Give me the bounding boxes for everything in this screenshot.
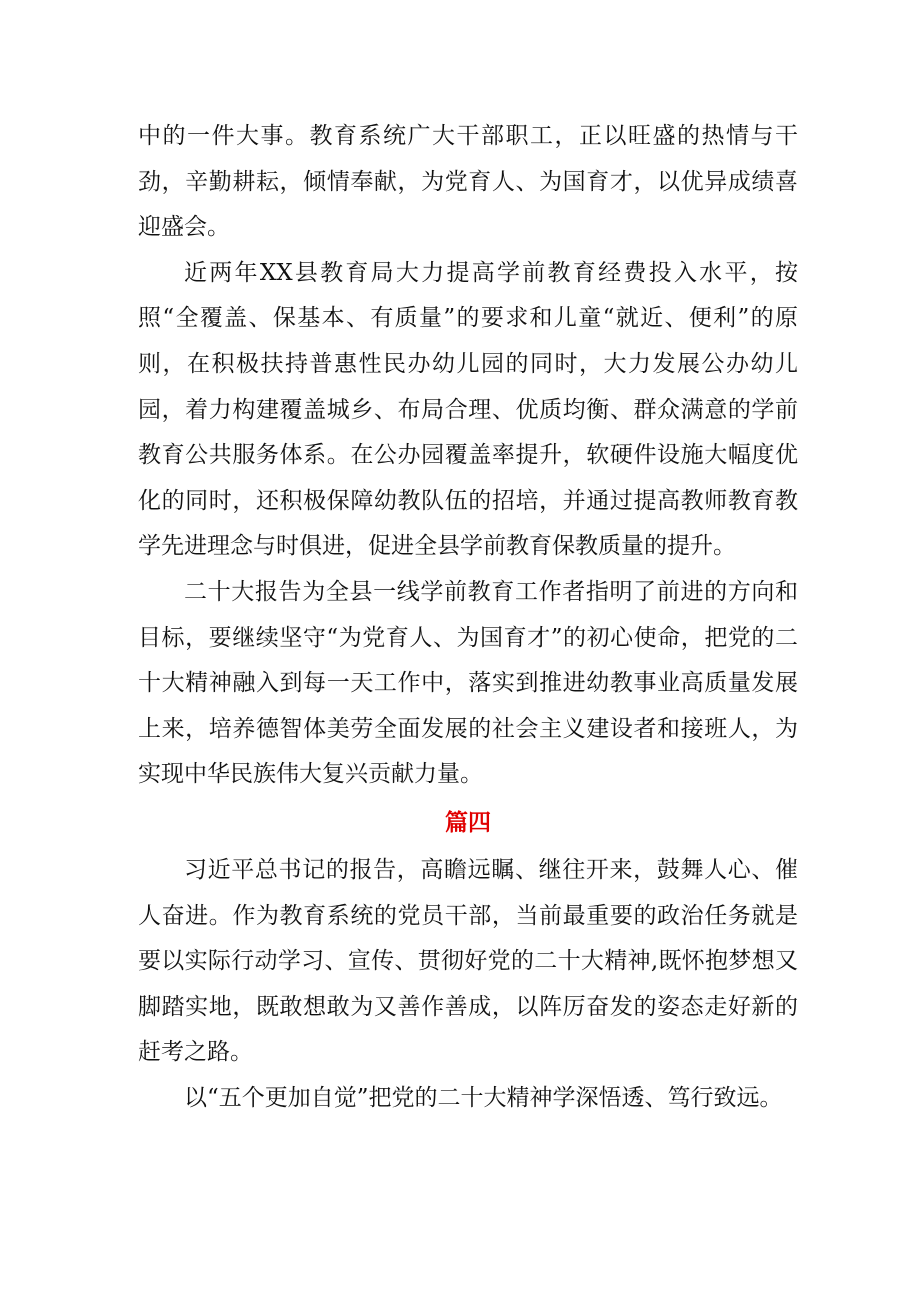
paragraph-report-direction: 二十大报告为全县一线学前教育工作者指明了前进的方向和目标，要继续坚守“为党育人、为国育才”的初心使命，把党的二十大精神融入到每一天工作中，落实到推进幼教事业高质量发展上来，培养德智体美劳全面发展的社会主义建设者和接班人，为实现中华民族伟大复兴贡献力量。 <box>138 578 798 788</box>
paragraph-preschool-investment: 近两年XX县教育局大力提高学前教育经费投入水平，按照“全覆盖、保基本、有质量”的要求和儿童“就近、便利”的原则，在积极扶持普惠性民办幼儿园的同时，大力发展公办幼儿园，着力构建覆盖城乡、布局合理、优质均衡、群众满意的学前教育公共服务体系。在公办园覆盖率提升，软硬件设施大幅度优化的同时，还积极保障幼教队伍的招培，并通过提高教师教育教学先进理念与时俱进，促进全县学前教育保教质量的提升。 <box>138 259 798 560</box>
paragraph-five-more-conscious: 以“五个更加自觉”把党的二十大精神学深悟透、笃行致远。 <box>184 1084 783 1111</box>
section-heading: 篇四 <box>445 809 491 836</box>
document-body <box>138 114 798 1121</box>
paragraph-continuation: 中的一件大事。教育系统广大干部职工，正以旺盛的热情与干劲，辛勤耕耘，倾情奉献，为党育人、为国育才，以优异成绩喜迎盛会。 <box>138 123 798 241</box>
paragraph-general-secretary-report: 习近平总书记的报告，高瞻远瞩、继往开来，鼓舞人心、催人奋进。作为教育系统的党员干部，当前最重要的政治任务就是要以实际行动学习、宣传、贯彻好党的二十大精神,既怀抱梦想又脚踏实地，既敢想敢为又善作善成，以阵厉奋发的姿态走好新的赶考之路。 <box>138 856 798 1066</box>
